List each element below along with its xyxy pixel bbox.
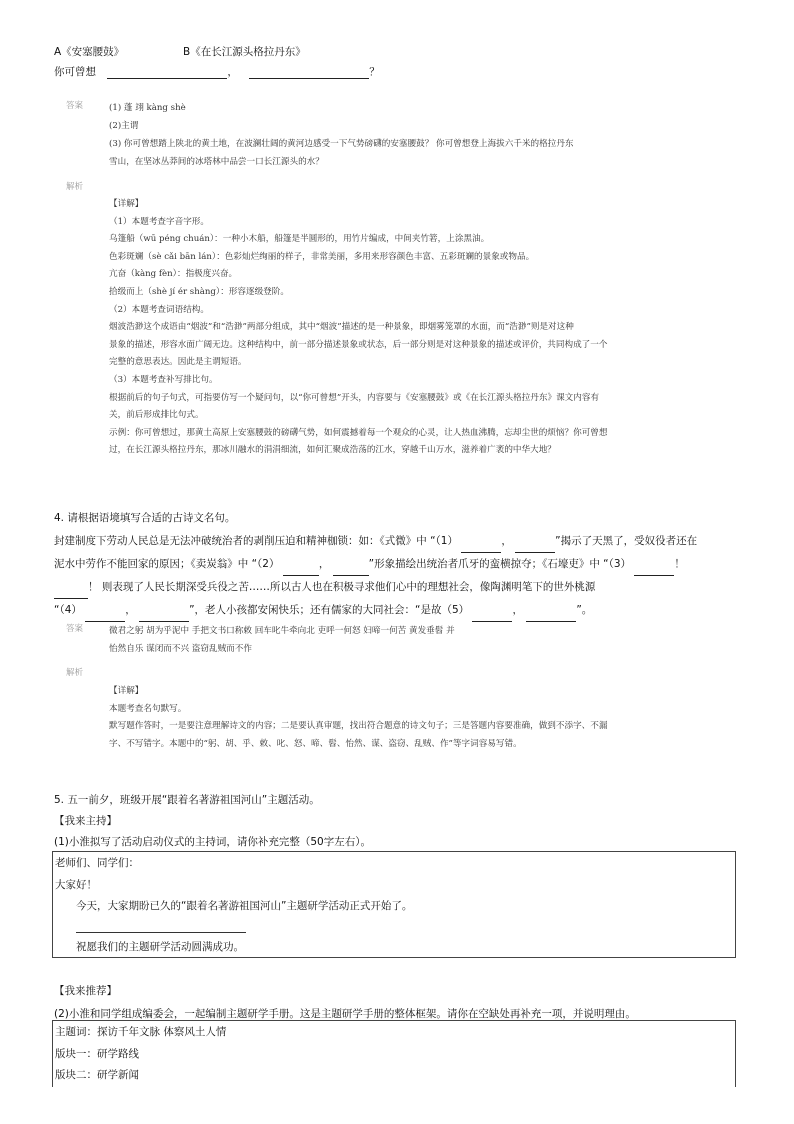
analysis-line: 字、不写错字。本题中的“躬、胡、乎、敕、叱、怒、啼、髫、怡然、谋、盗窃、乱贼、作”等字词容易写错。 <box>109 738 522 749</box>
q4-text: ， <box>125 604 136 616</box>
answer-line: (2)主谓 <box>109 121 139 131</box>
q5-title: 5. 五一前夕，班级开展“跟着名著游祖国河山”主题活动。 <box>54 794 320 806</box>
box-line: 版块一：研学路线 <box>55 1048 139 1060</box>
analysis-line: 景象的描述，形容水面广阔无边。这种结构中，前一部分描述景象或状态，后一部分则是对这种景象的描述或评价，共同构成了一个 <box>109 339 608 350</box>
box-line: 老师们、同学们： <box>55 857 139 869</box>
box-line: 祝愿我们的主题研学活动圆满成功。 <box>76 941 244 953</box>
q4-question <box>54 507 697 622</box>
q4-text: ， <box>512 604 523 616</box>
analysis-line: 【详解】 <box>109 686 144 696</box>
q5-header <box>54 790 371 853</box>
analysis-line: 拾级而上（shè jí ér shàng）：形容逐级登阶。 <box>109 286 289 297</box>
q4-text: ， <box>501 535 512 547</box>
analysis-line: 示例：你可曾想过，那黄土高原上安塞腰鼓的磅礴气势，如何震撼着每一个观众的心灵，让人热血沸腾，忘却尘世的烦恼？你可曾想 <box>109 427 608 438</box>
analysis-label: 解析 <box>66 668 84 678</box>
option-b: B《在长江源头格拉丹东》 <box>183 46 306 58</box>
fill-in-line[interactable] <box>76 932 246 933</box>
analysis-line: 亢奋（kàng fèn）：指极度兴奋。 <box>109 269 238 280</box>
task-text: (2)小淮和同学组成编委会，一起编制主题研学手册。这是主题研学手册的整体框架。请你在空缺处再补充一项，并说明理由。 <box>54 1008 636 1020</box>
q4-text: ”，老人小孩都安闲快乐；还有儒家的大同社会：“是故（5） <box>189 604 470 616</box>
box-line: 今天，大家期盼已久的“跟着名著游祖国河山”主题研学活动正式开始了。 <box>76 900 413 912</box>
q4-text: “（4） <box>54 604 82 616</box>
answer-label: 答案 <box>66 624 84 634</box>
answer-blank[interactable] <box>107 67 227 79</box>
q4-text: ， <box>318 558 330 570</box>
answer-blank[interactable] <box>634 564 674 576</box>
answer-blank[interactable] <box>461 541 501 553</box>
box-line: 大家好！ <box>55 879 97 891</box>
analysis-line: 默写题作答时，一是要注意理解诗文的内容；二是要认真审题，找出符合题意的诗文句子；三是答题内容要准确，做到不添字、不漏 <box>109 721 608 732</box>
answer-line: (1) 蓬 翊 kàng shè <box>109 103 186 113</box>
option-a: A《安塞腰鼓》 <box>54 46 125 58</box>
q4-text: ”。 <box>576 604 593 616</box>
answer-blank[interactable] <box>526 610 576 622</box>
analysis-line: （1）本题考查字音字形。 <box>109 216 209 227</box>
answer-blank[interactable] <box>472 610 512 622</box>
q4-title: 4. 请根据语境填写合适的古诗文名句。 <box>54 512 236 524</box>
answer-line: 怡然自乐 谋闭而不兴 盗窃乱贼而不作 <box>109 644 252 654</box>
q4-text: 封建制度下劳动人民总是无法冲破统治者的剥削压迫和精神枷锁：如：《式微》中 “（1） <box>54 535 458 547</box>
answer-blank[interactable] <box>515 541 555 553</box>
answer-blank[interactable] <box>54 587 88 599</box>
answer-blank[interactable] <box>249 67 369 79</box>
task-text: (1)小淮拟写了活动启动仪式的主持词，请你补充完整（50字左右）。 <box>54 836 371 848</box>
prompt-comma: ， <box>227 66 238 78</box>
answer-blank[interactable] <box>85 610 125 622</box>
answer-blank[interactable] <box>333 564 369 576</box>
analysis-label: 解析 <box>66 182 84 192</box>
answer-line: 微君之躬 胡为乎泥中 手把文书口称敕 回车叱牛牵向北 吏呼一何怒 妇啼一何苦 黄发垂髫 并 <box>109 626 455 636</box>
answer-line: (3) 你可曾想踏上陕北的黄土地，在波澜壮阔的黄河边感受一下气势磅礴的安塞腰鼓？ 你可曾想登上海拔六千米的格拉丹东 <box>109 139 574 149</box>
box-line: 主题词：探访千年文脉 体察风土人情 <box>55 1026 227 1038</box>
analysis-line: 完整的意思表达。因此是主谓短语。 <box>109 357 247 368</box>
prompt-end: ？ <box>369 66 380 78</box>
answer-line: 雪山，在坚冰丛莽间的冰塔林中品尝一口长江源头的水？ <box>109 157 324 167</box>
section-title: 【我来主持】 <box>54 815 117 827</box>
q3-analysis <box>109 196 607 460</box>
q4-text: ”揭示了天黑了，受奴役者还在 <box>555 535 698 547</box>
analysis-line: 乌篷船（wū péng chuán）：一种小木船，船篷是半圆形的，用竹片编成，中间夹竹箬，上涂黑油。 <box>109 234 490 245</box>
q4-text: ！ <box>674 558 685 570</box>
analysis-line: 过，在长江源头格拉丹东，那冰川融水的涓涓细流，如何汇聚成浩荡的江水，穿越千山万水，滋养着广袤的中华大地？ <box>109 445 556 456</box>
q4-text: ！ 则表现了人民长期深受兵役之苦……所以古人也在积极寻求他们心中的理想社会，像陶渊明笔下的世外桃源 <box>88 581 596 593</box>
q3-answer <box>109 99 574 171</box>
analysis-line: 根据前后的句子句式，可指要仿写一个疑问句，以“你可曾想”开头，内容要与《安塞腰鼓》或《在长江源头格拉丹东》课文内容有 <box>109 392 600 403</box>
analysis-line: 本题考查名句默写。 <box>109 703 187 714</box>
analysis-line: （3）本题考查补写排比句。 <box>109 374 218 385</box>
q4-text: ”形象描绘出统治者爪牙的蛮横掠夺；《石壕吏》中 “（3） <box>368 558 632 570</box>
analysis-line: 关，前后形成排比句式。 <box>109 410 204 421</box>
analysis-line: 烟波浩渺这个成语由“烟波”和“浩渺”两部分组成，其中“烟波”描述的是一种景象，即烟雾笼罩的水面，而“浩渺”则是对这种 <box>109 322 574 333</box>
analysis-line: 色彩斑斓（sè cǎi bān lán）：色彩灿烂绚丽的样子，非常美丽，多用来形容颜色丰富、五彩斑斓的景象或物品。 <box>109 251 535 262</box>
q4-analysis <box>109 683 607 753</box>
answer-label: 答案 <box>66 101 84 111</box>
analysis-line: （2）本题考查词语结构。 <box>109 304 209 315</box>
section-title: 【我来推荐】 <box>54 985 117 997</box>
q4-text: 泥水中劳作不能回家的原因；《卖炭翁》中 “（2） <box>54 558 280 570</box>
q3-prompt <box>54 64 380 79</box>
answer-blank[interactable] <box>139 610 189 622</box>
box-line: 版块二：研学新闻 <box>55 1069 139 1081</box>
q4-answer <box>109 622 455 658</box>
analysis-line: 【详解】 <box>109 199 144 209</box>
prompt-prefix: 你可曾想 <box>54 66 96 78</box>
answer-blank[interactable] <box>283 564 319 576</box>
